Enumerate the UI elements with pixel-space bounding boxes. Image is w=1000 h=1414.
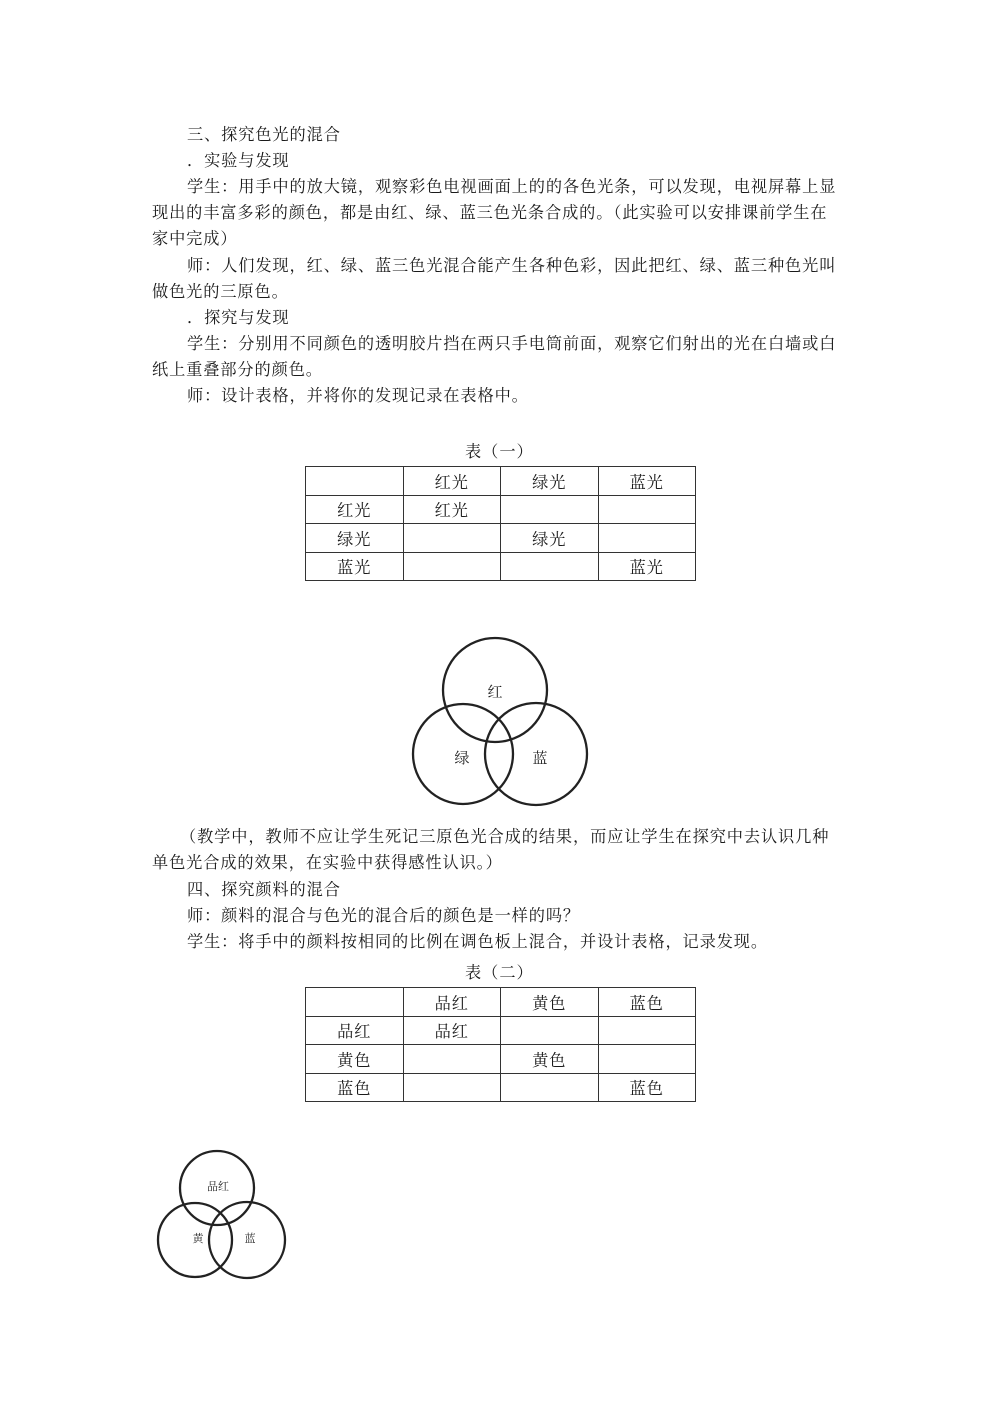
table-row bbox=[306, 552, 696, 581]
venn-label-green: 绿 bbox=[454, 749, 470, 767]
table-cell: 黄色 bbox=[306, 1045, 404, 1074]
note-teaching-cont: 单色光合成的效果，在实验中获得感性认识。） bbox=[152, 853, 503, 872]
paragraph-teacher-1-cont: 做色光的三原色。 bbox=[152, 282, 289, 301]
table-row bbox=[306, 495, 696, 524]
paragraph-teacher-2: 师：设计表格，并将你的发现记录在表格中。 bbox=[187, 386, 529, 405]
venn-label-red: 红 bbox=[487, 683, 503, 701]
table-cell bbox=[403, 1045, 501, 1074]
table-cell bbox=[306, 988, 404, 1017]
venn-label-yellow: 黄 bbox=[192, 1232, 204, 1245]
subheading-explore: ．探究与发现 bbox=[187, 308, 290, 327]
table-cell bbox=[501, 552, 599, 581]
table-cell bbox=[598, 495, 696, 524]
paragraph-teacher-3: 师：颜料的混合与色光的混合后的颜色是一样的吗？ bbox=[187, 906, 581, 925]
paragraph-student-2: 学生：分别用不同颜色的透明胶片挡在两只手电筒前面，观察它们射出的光在白墙或白 bbox=[187, 334, 837, 353]
table-cell: 绿光 bbox=[306, 524, 404, 553]
venn-label-blue: 蓝 bbox=[244, 1232, 256, 1245]
paragraph-student-1: 学生：用手中的放大镜，观察彩色电视画面上的的各色光条，可以发现，电视屏幕上显 bbox=[187, 177, 837, 196]
table-1-light-mixing bbox=[305, 466, 696, 581]
venn-diagram-pigment bbox=[145, 1140, 305, 1290]
venn-label-magenta: 品红 bbox=[207, 1180, 229, 1193]
table-cell bbox=[501, 1073, 599, 1102]
table-cell: 蓝光 bbox=[306, 552, 404, 581]
paragraph-student-1-end: 家中完成） bbox=[152, 229, 238, 248]
table-cell bbox=[501, 1016, 599, 1045]
table-cell: 蓝色 bbox=[598, 1073, 696, 1102]
table-cell bbox=[598, 1016, 696, 1045]
table-cell: 品红 bbox=[306, 1016, 404, 1045]
table-cell bbox=[501, 495, 599, 524]
table-cell: 蓝光 bbox=[598, 552, 696, 581]
table-1-caption: 表（一） bbox=[465, 442, 534, 461]
paragraph-student-1-cont: 现出的丰富多彩的颜色，都是由红、绿、蓝三色光条合成的。（此实验可以安排课前学生在 bbox=[152, 203, 828, 222]
table-row bbox=[306, 1073, 696, 1102]
table-cell bbox=[403, 524, 501, 553]
subheading-experiment: ．实验与发现 bbox=[187, 151, 290, 170]
table-2-pigment-mixing bbox=[305, 987, 696, 1102]
table-cell: 蓝光 bbox=[598, 467, 696, 496]
table-cell bbox=[306, 467, 404, 496]
table-header-row bbox=[306, 467, 696, 496]
table-cell: 蓝色 bbox=[598, 988, 696, 1017]
table-row bbox=[306, 524, 696, 553]
table-cell: 黄色 bbox=[501, 1045, 599, 1074]
note-teaching: （教学中，教师不应让学生死记三原色光合成的结果，而应让学生在探究中去认识几种 bbox=[180, 827, 830, 846]
section-4-heading: 四、探究颜料的混合 bbox=[187, 880, 341, 899]
section-3-heading: 三、探究色光的混合 bbox=[187, 125, 341, 144]
paragraph-teacher-1: 师：人们发现，红、绿、蓝三色光混合能产生各种色彩，因此把红、绿、蓝三种色光叫 bbox=[187, 256, 837, 275]
table-cell bbox=[598, 1045, 696, 1074]
table-cell: 蓝色 bbox=[306, 1073, 404, 1102]
venn-label-blue: 蓝 bbox=[532, 749, 548, 767]
table-row bbox=[306, 1016, 696, 1045]
table-cell bbox=[598, 524, 696, 553]
table-cell bbox=[403, 1073, 501, 1102]
table-cell: 品红 bbox=[403, 988, 501, 1017]
table-cell bbox=[403, 552, 501, 581]
table-cell: 红光 bbox=[403, 495, 501, 524]
paragraph-student-3: 学生：将手中的颜料按相同的比例在调色板上混合，并设计表格，记录发现。 bbox=[187, 932, 768, 951]
venn-diagram-light bbox=[400, 630, 600, 820]
table-2-caption: 表（二） bbox=[465, 963, 534, 982]
paragraph-student-2-cont: 纸上重叠部分的颜色。 bbox=[152, 360, 323, 379]
table-row bbox=[306, 1045, 696, 1074]
table-cell: 黄色 bbox=[501, 988, 599, 1017]
table-cell: 红光 bbox=[403, 467, 501, 496]
table-cell: 绿光 bbox=[501, 524, 599, 553]
table-cell: 绿光 bbox=[501, 467, 599, 496]
table-cell: 红光 bbox=[306, 495, 404, 524]
table-header-row bbox=[306, 988, 696, 1017]
table-cell: 品红 bbox=[403, 1016, 501, 1045]
